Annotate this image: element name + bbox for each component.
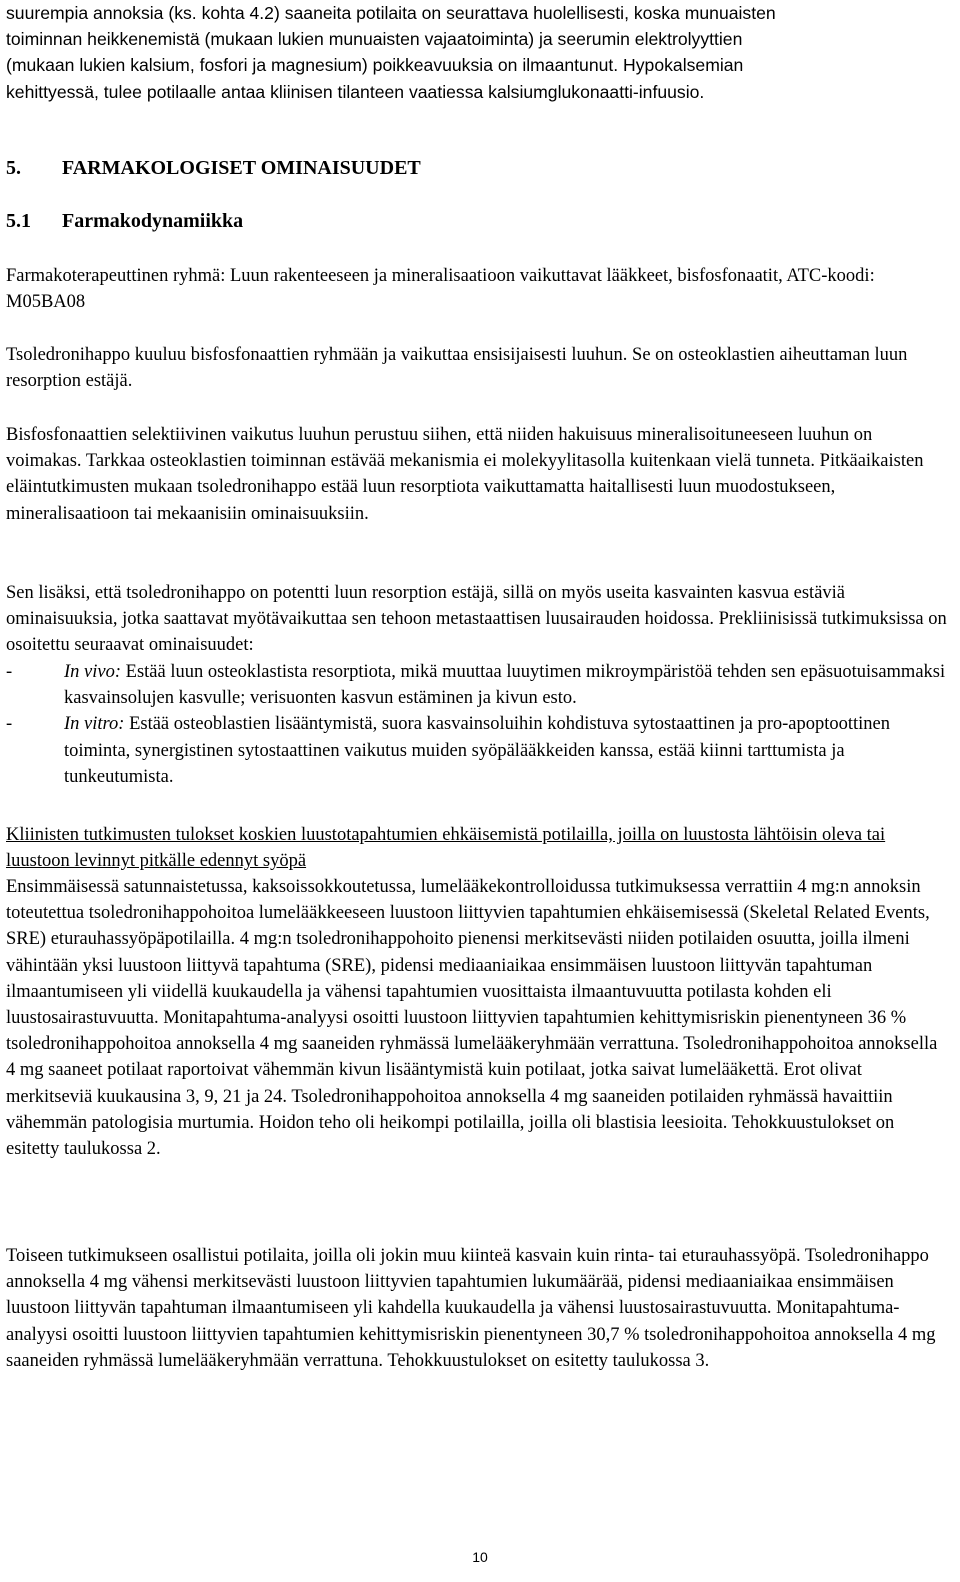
subsection-number: 5.1 bbox=[6, 210, 31, 232]
clinical-results-subheading bbox=[6, 822, 948, 874]
list-item bbox=[6, 659, 948, 711]
intro-line: toiminnan heikkenemistä (mukaan lukien munuaisten vajaatoiminta) ja seerumin elektrolyyttien bbox=[6, 29, 743, 50]
list-dash: - bbox=[6, 714, 13, 735]
list-item-text: Estää osteoblastien lisääntymistä, suora kasvainsoluihin kohdistuva sytostaattinen ja pro-apoptoottinen toiminta, synergistinen sytostaattinen vaikutus muiden syöpälääkkeiden kanssa, estää kiinni tarttumista ja tunkeutumista. bbox=[64, 714, 891, 787]
preclinical-properties-list bbox=[6, 659, 948, 790]
section-title: FARMAKOLOGISET OMINAISUUDET bbox=[62, 157, 421, 179]
list-dash: - bbox=[6, 662, 13, 682]
antitumour-paragraph: Sen lisäksi, että tsoledronihappo on potentti luun resorption estäjä, sillä on myös useita kasvainten kasvua estäviä ominaisuuksia, jotka saattavat myötävaikuttaa sen tehoon metastaattisen luusairauden hoidossa. Prekliinisissä tutkimuksissa on osoitettu seuraavat ominaisuudet: bbox=[6, 583, 947, 656]
solid-tumour-study-paragraph: Toiseen tutkimukseen osallistui potilaita, joilla oli jokin muu kiinteä kasvain kuin rinta- tai eturauhassyöpä. Tsoledronihappo annoksella 4 mg vähensi merkitsevästi luustoon liittyvien tapahtumien lukumäärää, pidensi mediaaniaikaa ensimmäisen luustoon liittyvän tapahtuman ilmaantumiseen yli kahdella kuukaudella ja vähensi luustosairastuvuutta. Monitapahtuma-analyysi osoitti luustoon liittyvien tapahtumien kehittymisriskin pienentyneen 30,7 % tsoledronihappohoitoa annoksella 4 mg saaneiden ryhmässä lumelääkeryhmään verrattuna. Tehokkuustulokset on esitetty taulukossa 3. bbox=[6, 1246, 936, 1371]
intro-line: kehittyessä, tulee potilaalle antaa kliinisen tilanteen vaatiessa kalsiumglukonaatti-infuusio. bbox=[6, 81, 705, 102]
prostate-study-paragraph: Ensimmäisessä satunnaistetussa, kaksoissokkoutetussa, lumelääkekontrolloidussa tutkimuksessa verrattiin 4 mg:n annoksin toteutettua tsoledronihappohoitoa lumelääkkeeseen luustoon liittyvien tapahtumien ehkäisemisessä (Skeletal Related Events, SRE) eturauhassyöpäpotilailla. 4 mg:n tsoledronihappohoito pienensi merkitsevästi niiden potilaiden osuutta, joilla ilmeni vähintään yksi luustoon liittyvä tapahtuma (SRE), pidensi mediaaniaikaa ensimmäisen luustoon liittyvän tapahtuman ilmaantumiseen yli viidellä kuukaudella ja vähensi tapahtumien vuosittaista ilmaantuvuutta potilasta kohden eli luustosairastuvuutta. Monitapahtuma-analyysi osoitti luustoon liittyvien tapahtumien kehittymisriskin pienentyneen 36 % tsoledronihappohoitoa annoksella 4 mg saaneiden ryhmässä lumelääkeryhmään verrattuna. Tsoledronihappohoitoa annoksella 4 mg saaneet potilaat raportoivat vähemmän kivun lisääntymistä kuin potilaat, jotka saivat lumelääkettä. Erot olivat merkitseviä kuukausina 3, 9, 21 ja 24. Tsoledronihappohoitoa annoksella 4 mg saaneiden potilaiden ryhmässä havaittiin vähemmän patologisia murtumia. Hoidon teho oli heikompi potilailla, joilla oli blastisia leesioita. Tehokkuustulokset on esitetty taulukossa 2. bbox=[6, 877, 938, 1160]
section-number: 5. bbox=[6, 157, 21, 179]
pharmacotherapeutic-group-paragraph: Farmakoterapeuttinen ryhmä: Luun rakenteeseen ja mineralisaatioon vaikuttavat lääkkeet, bisfosfonaatit, ATC-koodi: M05BA08 bbox=[6, 266, 875, 313]
clinical-results-subheading-text: Kliinisten tutkimusten tulokset koskien luustotapahtumien ehkäisemistä potilailla, joilla on luustosta lähtöisin oleva tai luustoon levinnyt pitkälle edennyt syöpä bbox=[6, 825, 886, 872]
list-item-text: Estää luun osteoklastista resorptiota, mikä muuttaa luuytimen mikroympäristöä tehden sen epäsuotuisammaksi kasvainsolujen kasvulle; verisuonten kasvun estäminen ja kivun esto. bbox=[64, 662, 946, 709]
intro-paragraph bbox=[6, 0, 948, 105]
intro-line: (mukaan lukien kalsium, fosfori ja magnesium) poikkeavuuksia on ilmaantunut. Hypokalsemian bbox=[6, 55, 744, 76]
subsection-heading bbox=[6, 210, 243, 233]
section-heading bbox=[6, 157, 421, 180]
subsection-title: Farmakodynamiikka bbox=[62, 210, 244, 232]
list-item bbox=[6, 711, 948, 790]
list-item-label: In vivo: bbox=[64, 662, 122, 682]
selectivity-paragraph: Bisfosfonaattien selektiivinen vaikutus luuhun perustuu siihen, että niiden hakuisuus mineralisoituneeseen luuhun on voimakas. Tarkkaa osteoklastien toiminnan estävää mekanismia ei molekyylitasolla kuitenkaan vielä tunneta. Pitkäaikaisten eläintutkimusten mukaan tsoledronihappo estää luun resorptiota vaikuttamatta haitallisesti luun muodostukseen, mineralisaatioon tai mekaanisiin ominaisuuksiin. bbox=[6, 425, 924, 524]
list-item-label: In vitro: bbox=[64, 714, 125, 735]
page-number: 10 bbox=[472, 1549, 488, 1565]
intro-line: suurempia annoksia (ks. kohta 4.2) saaneita potilaita on seurattava huolellisesti, koska munuaisten bbox=[6, 3, 776, 23]
mechanism-paragraph: Tsoledronihappo kuuluu bisfosfonaattien ryhmään ja vaikuttaa ensisijaisesti luuhun. Se on osteoklastien aiheuttaman luun resorption estäjä. bbox=[6, 345, 908, 392]
